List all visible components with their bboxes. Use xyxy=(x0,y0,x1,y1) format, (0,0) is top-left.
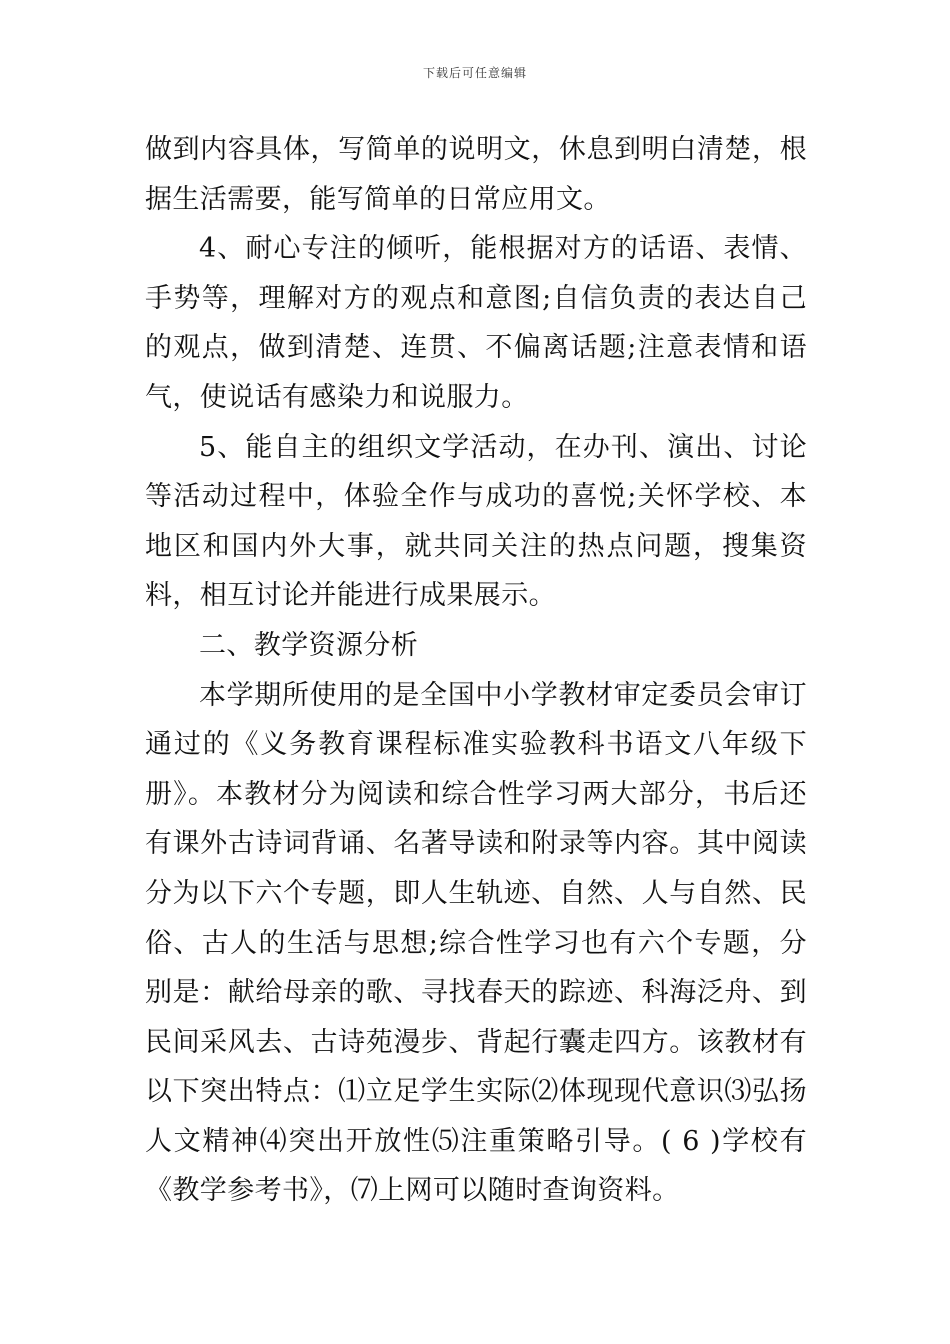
section-heading: 二、教学资源分析 xyxy=(199,629,419,661)
paragraph-item-5: 5、能自主的组织文学活动，在办刊、演出、讨论等活动过程中，体验全作与成功的喜悦;关怀学校、本地区和国内外大事，就共同关注的热点问题，搜集资料，相互讨论并能进行成果展示。 xyxy=(145,431,807,612)
body-text xyxy=(145,125,807,1216)
paragraph-resource-analysis: 本学期所使用的是全国中小学教材审定委员会审订通过的《义务教育课程标准实验教科书语文八年级下册》。本教材分为阅读和综合性学习两大部分，书后还有课外古诗词背诵、名著导读和附录等内容。其中阅读分为以下六个专题，即人生轨迹、自然、人与自然、民俗、古人的生活与思想;综合性学习也有六个专题，分别是：献给母亲的歌、寻找春天的踪迹、科海泛舟、到民间采风去、古诗苑漫步、背起行囊走四方。该教材有以下突出特点：⑴立足学生实际⑵体现现代意识⑶弘扬人文精神⑷突出开放性⑸注重策略引导。( 6 )学校有《教学参考书》，⑺上网可以随时查询资料。 xyxy=(145,679,807,1207)
paragraph-continuation: 做到内容具体，写简单的说明文，休息到明白清楚，根据生活需要，能写简单的日常应用文。 xyxy=(145,134,807,215)
paragraph-item-4: 4、耐心专注的倾听，能根据对方的话语、表情、手势等，理解对方的观点和意图;自信负责的表达自己的观点，做到清楚、连贯、不偏离话题;注意表情和语气，使说话有感染力和说服力。 xyxy=(145,233,807,413)
header-note: 下载后可任意编辑 xyxy=(422,66,527,80)
